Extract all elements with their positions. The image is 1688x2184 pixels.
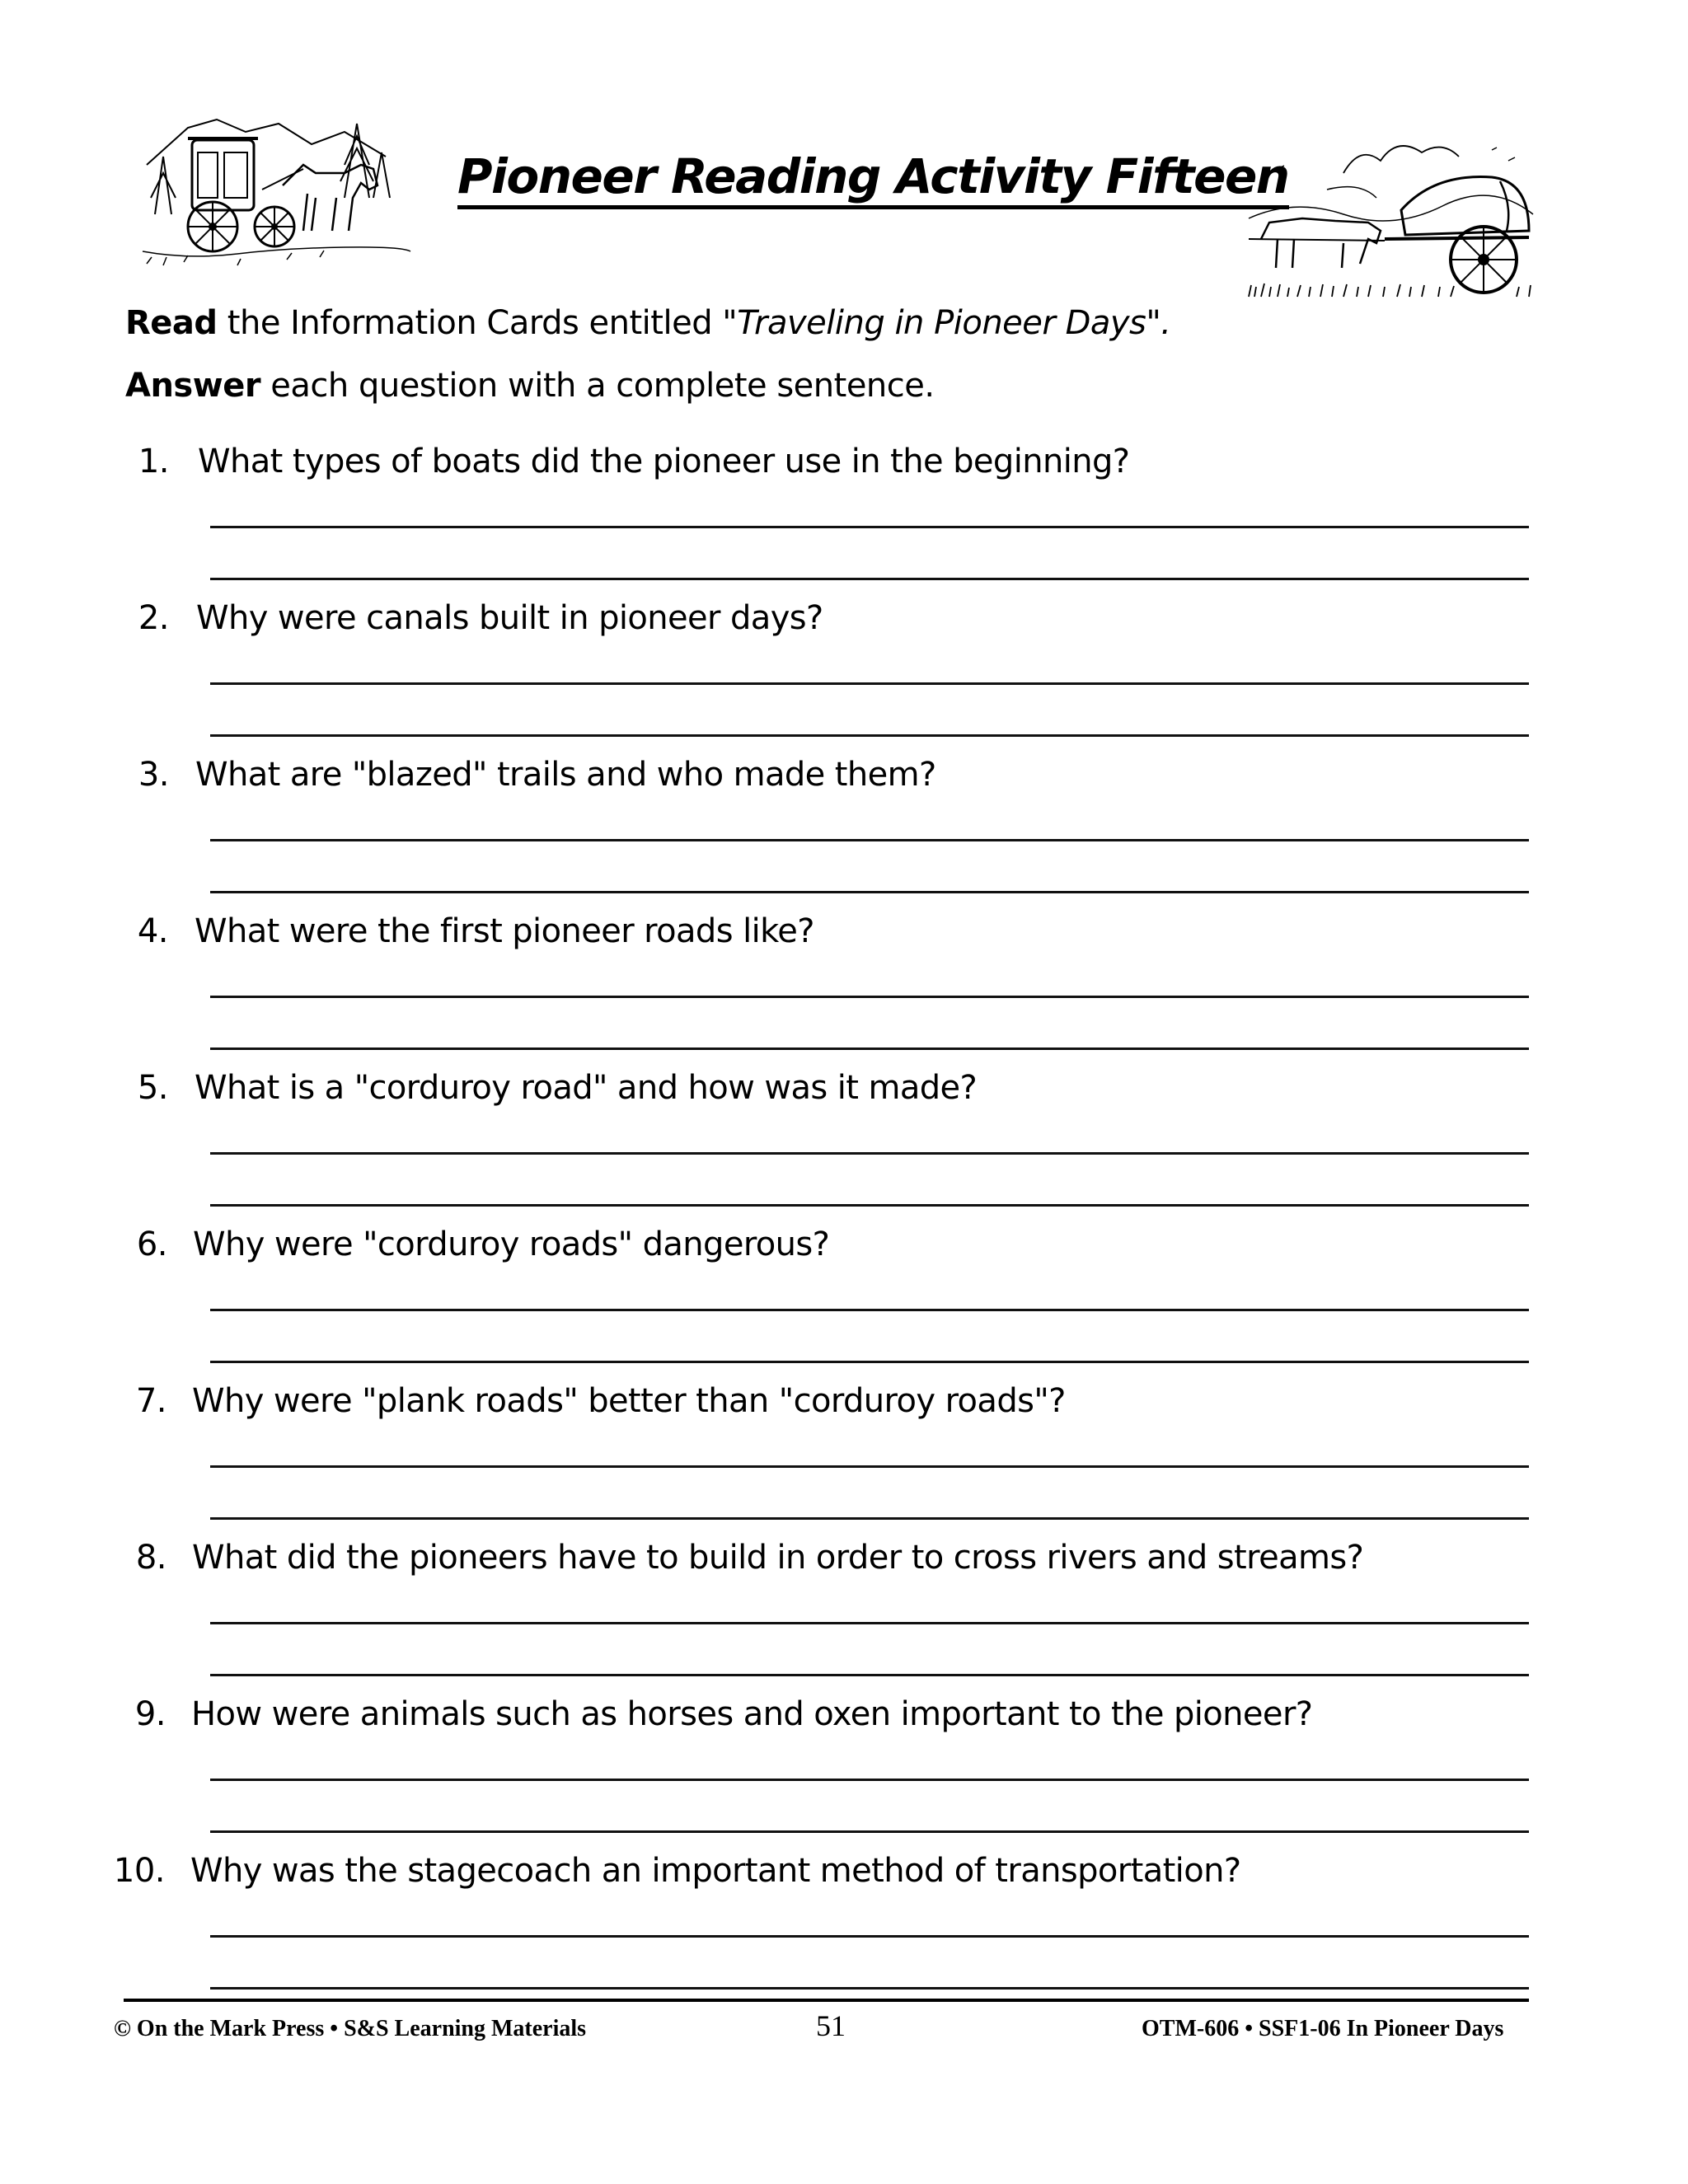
answer-instruction-text: each question with a complete sentence. xyxy=(260,367,935,405)
stagecoach-illustration xyxy=(138,107,427,272)
question-number: 1. xyxy=(138,443,169,480)
page-title xyxy=(457,148,1289,209)
question-6 xyxy=(0,1228,1688,1385)
question-number: 7. xyxy=(135,1382,166,1420)
answer-line[interactable] xyxy=(210,1987,1529,1990)
answer-line[interactable] xyxy=(210,891,1529,893)
read-instruction xyxy=(125,304,1171,342)
question-1 xyxy=(0,445,1688,602)
answer-line[interactable] xyxy=(210,734,1529,737)
question-number: 8. xyxy=(135,1539,166,1577)
answer-line[interactable] xyxy=(210,1935,1529,1938)
page-title-text: Pioneer Reading Activity Fifteen xyxy=(457,152,1289,209)
answer-line[interactable] xyxy=(210,1830,1529,1833)
question-text: How were animals such as horses and oxen important to the pioneer? xyxy=(191,1695,1313,1733)
question-text: What types of boats did the pioneer use in the beginning? xyxy=(198,443,1130,480)
page-number: 51 xyxy=(816,2009,846,2042)
question-4 xyxy=(0,912,1688,1071)
answer-line[interactable] xyxy=(210,1517,1529,1520)
question-number: 5. xyxy=(137,1069,168,1107)
answer-line[interactable] xyxy=(210,1779,1529,1781)
question-text: Why were "plank roads" better than "corduroy roads"? xyxy=(192,1382,1066,1420)
answer-line[interactable] xyxy=(210,1047,1529,1050)
answer-line[interactable] xyxy=(210,1465,1529,1468)
read-instruction-bold: Read xyxy=(125,304,218,342)
question-9 xyxy=(0,1695,1688,1854)
question-text: What are "blazed" trails and who made them? xyxy=(195,756,936,794)
question-number: 6. xyxy=(136,1226,167,1263)
answer-line[interactable] xyxy=(210,1204,1529,1207)
footer-publisher: © On the Mark Press • S&S Learning Materials xyxy=(114,2016,587,2041)
answer-line[interactable] xyxy=(210,1309,1529,1311)
question-text: What did the pioneers have to build in order to cross rivers and streams? xyxy=(192,1539,1364,1577)
answer-line[interactable] xyxy=(210,578,1529,580)
question-text: Why was the stagecoach an important method of transportation? xyxy=(190,1852,1241,1890)
question-8 xyxy=(0,1541,1688,1698)
question-text: Why were "corduroy roads" dangerous? xyxy=(193,1226,830,1263)
question-7 xyxy=(0,1382,1688,1541)
answer-line[interactable] xyxy=(210,1674,1529,1676)
question-text: Why were canals built in pioneer days? xyxy=(196,599,823,637)
answer-line[interactable] xyxy=(210,839,1529,841)
read-instruction-card-title: "Traveling in Pioneer Days". xyxy=(722,304,1171,342)
answer-line[interactable] xyxy=(210,682,1529,685)
question-text: What is a "corduroy road" and how was it made? xyxy=(195,1069,978,1107)
question-3 xyxy=(0,758,1688,915)
footer-product-code: OTM-606 • SSF1-06 In Pioneer Days xyxy=(1142,2016,1504,2041)
question-number: 2. xyxy=(138,599,169,637)
answer-line[interactable] xyxy=(210,1622,1529,1624)
question-10 xyxy=(0,1854,1688,2011)
question-number: 4. xyxy=(137,912,168,950)
answer-instruction-bold: Answer xyxy=(125,367,261,405)
question-2 xyxy=(0,599,1688,758)
answer-instruction xyxy=(125,367,935,405)
answer-line[interactable] xyxy=(210,996,1529,998)
question-number: 10. xyxy=(113,1852,165,1890)
question-text: What were the first pioneer roads like? xyxy=(195,912,814,950)
question-5 xyxy=(0,1071,1688,1228)
footer-divider xyxy=(124,1999,1529,2002)
covered-wagon-illustration xyxy=(1245,140,1537,305)
answer-line[interactable] xyxy=(210,1361,1529,1363)
question-number: 3. xyxy=(138,756,169,794)
read-instruction-text: the Information Cards entitled xyxy=(217,304,723,342)
question-number: 9. xyxy=(134,1695,166,1733)
answer-line[interactable] xyxy=(210,1152,1529,1155)
answer-line[interactable] xyxy=(210,526,1529,528)
